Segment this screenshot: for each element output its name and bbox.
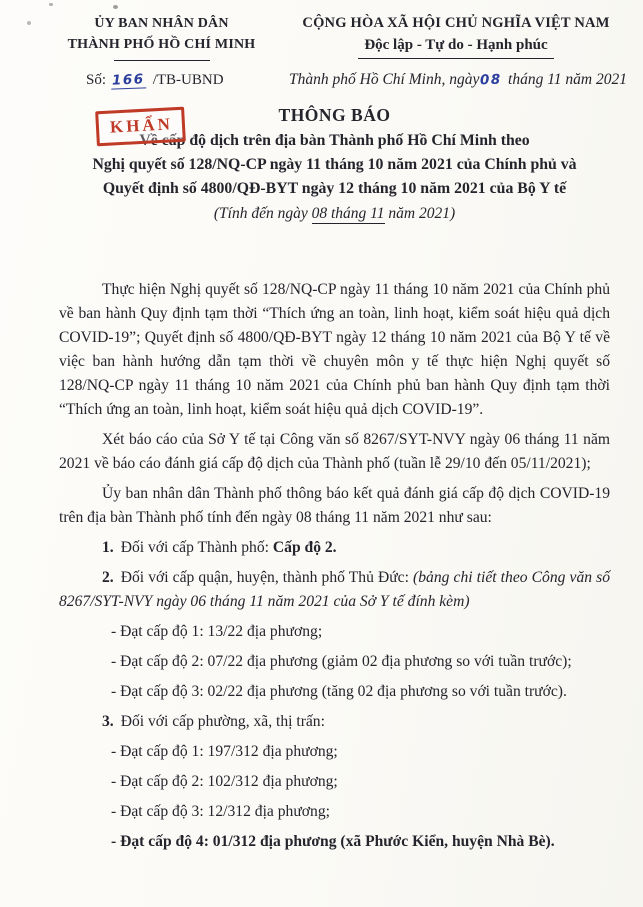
doc-number-handwritten: 166 (111, 71, 145, 89)
subject-line2: Nghị quyết số 128/NQ-CP ngày 11 tháng 10 năm 2021 của Chính phủ và (92, 156, 577, 173)
national-heading (279, 13, 633, 61)
urgent-stamp (95, 107, 186, 147)
subject-line3: Quyết định số 4800/QĐ-BYT ngày 12 tháng 10 năm 2021 của Bộ Y tế (102, 180, 567, 197)
document-type-title: THÔNG BÁO (278, 105, 391, 125)
place-and-date (289, 71, 627, 89)
paragraph-health-report: Xét báo cáo của Sở Y tế tại Công văn số 8267/SYT-NVY ngày 06 tháng 11 năm 2021 về báo cáo đánh giá cấp độ dịch của Thành phố (tuần lễ 29/10 đến 05/11/2021); (59, 431, 610, 472)
doc-number-suffix: /TB-UBND (152, 72, 224, 88)
subject-line1: Về cấp độ dịch trên địa bàn Thành phố Hồ Chí Minh theo (139, 132, 530, 149)
list-item: - Đạt cấp độ 1: 197/312 địa phương; (111, 743, 338, 760)
item-city-level: 1. Đối với cấp Thành phố: Cấp độ 2. (102, 539, 337, 556)
issuer-line1: ỦY BAN NHÂN DÂN (94, 16, 229, 31)
paragraph-legal-basis: Thực hiện Nghị quyết số 128/NQ-CP ngày 11 tháng 10 năm 2021 của Chính phủ về ban hành Quy định tạm thời “Thích ứng an toàn, linh hoạt, kiểm soát hiệu quả dịch COVID-19”; Quyết định số 4800/QĐ-BYT ngày 12 tháng 10 năm 2021 của Bộ Y tế về việc ban hành hướng dẫn tạm thời về chuyên môn y tế thực hiện Nghị quyết số 128/NQ-CP ngày 11 tháng 10 năm 2021 của Chính phủ ban hành Quy định tạm thời “Thích ứng an toàn, linh hoạt, kiểm soát hiệu quả dịch COVID-19”. (59, 281, 610, 418)
list-item: - Đạt cấp độ 2: 102/312 địa phương; (111, 773, 338, 790)
doc-number-prefix: Số: (86, 72, 107, 88)
document-number (86, 72, 224, 89)
scan-artifact (49, 3, 53, 6)
date-day-handwritten: 08 (480, 71, 503, 89)
list-item: - Đạt cấp độ 1: 13/22 địa phương; (111, 623, 323, 640)
issuer-line2: THÀNH PHỐ HỒ CHÍ MINH (67, 37, 256, 52)
scan-artifact (113, 5, 118, 9)
urgent-stamp-label: KHẨN (109, 114, 174, 137)
republic-line: CỘNG HÒA XÃ HỘI CHỦ NGHĨA VIỆT NAM (302, 15, 610, 31)
place-date-prefix: Thành phố Hồ Chí Minh, ngày (289, 71, 480, 88)
list-item: - Đạt cấp độ 2: 07/22 địa phương (giảm 02 địa phương so với tuần trước); (111, 653, 572, 670)
list-item: - Đạt cấp độ 3: 12/312 địa phương; (111, 803, 330, 820)
scan-artifact (27, 21, 31, 25)
item-ward-level: 3. Đối với cấp phường, xã, thị trấn: (102, 713, 325, 730)
reference-row (0, 61, 643, 89)
item-district-level: 2. Đối với cấp quận, huyện, thành phố Thủ Đức: (bảng chi tiết theo Công văn số 8267/SYT-NVY ngày 06 tháng 11 năm 2021 của Sở Y tế đính kèm) (59, 569, 610, 610)
place-date-suffix: tháng 11 năm 2021 (504, 71, 627, 88)
list-item: - Đạt cấp độ 3: 02/22 địa phương (tăng 02 địa phương so với tuần trước). (111, 683, 567, 700)
document-header (0, 0, 643, 61)
document-body (59, 278, 610, 854)
as-of-date-note: (Tính đến ngày 08 tháng 11 năm 2021) (213, 205, 456, 222)
issuer-underline (114, 60, 210, 61)
paragraph-announcement: Ủy ban nhân dân Thành phố thông báo kết quả đánh giá cấp độ dịch COVID-19 trên địa bàn Thành phố tính đến ngày 08 tháng 11 năm 2021 như sau: (59, 485, 610, 526)
issuing-authority (44, 13, 279, 61)
national-motto: Độc lập - Tự do - Hạnh phúc (358, 34, 553, 59)
list-item-level4: - Đạt cấp độ 4: 01/312 địa phương (xã Phước Kiển, huyện Nhà Bè). (111, 833, 555, 850)
note-underlined-date: 08 tháng 11 (311, 205, 385, 222)
